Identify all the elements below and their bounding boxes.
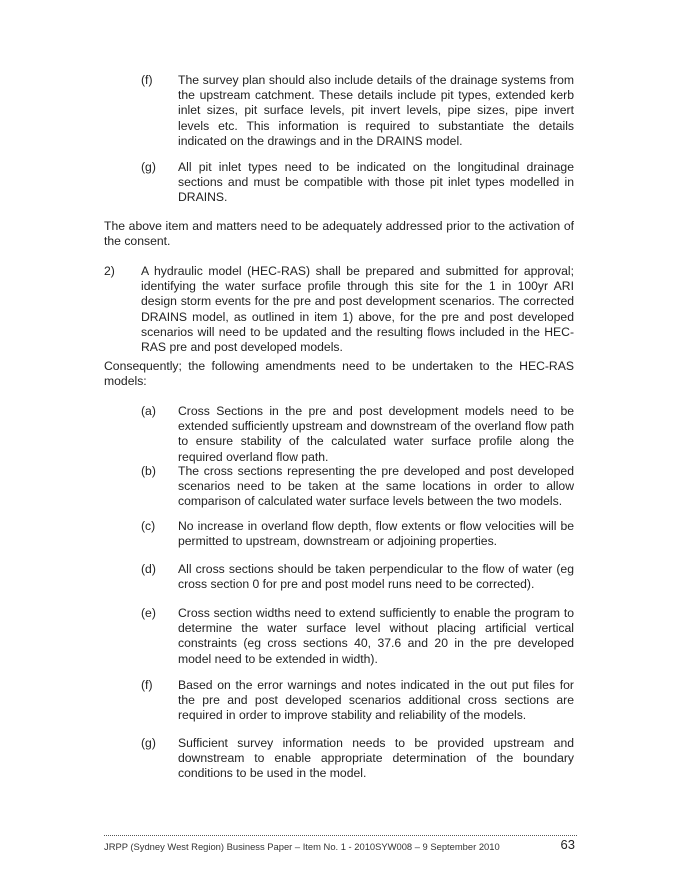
list-item-c <box>141 519 574 551</box>
list-item-f-errors <box>141 678 574 726</box>
footer-caption: JRPP (Sydney West Region) Business Paper – Item No. 1 - 2010SYW008 – 9 September 2010 <box>104 841 500 852</box>
item-label: (b) <box>141 464 156 478</box>
item-text: All pit inlet types need to be indicated on the longitudinal drainage sections and must be compatible with those pit inlet types modelled in DRAINS. <box>178 160 574 205</box>
item-label: (a) <box>141 404 156 418</box>
item-label: (c) <box>141 519 156 533</box>
list-item-e <box>141 606 574 668</box>
item-text: Cross section widths need to extend sufficiently to enable the program to determine the water surface level without placing artificial vertical constraints (eg cross sections 40, 37.6 and 20 in the pre developed model need to be extended in width). <box>178 606 574 666</box>
paragraph-consent: The above item and matters need to be adequately addressed prior to the activation of the consent. <box>104 219 574 249</box>
list-item-b <box>141 464 574 510</box>
item-text: Based on the error warnings and notes indicated in the out put files for the pre and post developed scenarios additional cross sections are required in order to improve stability and reliability of the models. <box>178 678 574 723</box>
list-item-g-pit-inlet <box>141 160 574 208</box>
list-item-d <box>141 562 574 594</box>
item-text: The survey plan should also include details of the drainage systems from the upstream catchment. These details include pit types, extended kerb inlet sizes, pit surface levels, pit invert levels, pipe sizes, pipe invert levels etc. This information is required to substantiate the details indicated on the drawings and in the DRAINS model. <box>178 73 574 148</box>
footer-divider <box>104 835 577 836</box>
item-label: (f) <box>141 73 153 87</box>
item-label: (g) <box>141 736 156 750</box>
item-text: Sufficient survey information needs to be provided upstream and downstream to enable appropriate determination of the boundary conditions to be used in the model. <box>178 736 574 781</box>
item-text: A hydraulic model (HEC-RAS) shall be prepared and submitted for approval; identifying the water surface profile through this site for the 1 in 100yr ARI design storm events for the pre and post development scenarios. The corrected DRAINS model, as outlined in item 1) above, for the pre and post developed scenarios will need to be updated and the resulting flows included in the HEC-RAS pre and post developed models. <box>141 264 574 355</box>
item-text: Cross Sections in the pre and post development models need to be extended sufficiently upstream and downstream of the overland flow path to ensure stability of the calculated water surface profile along the required overland flow path. <box>178 404 574 464</box>
item-text: All cross sections should be taken perpendicular to the flow of water (eg cross section 0 for pre and post model runs need to be corrected). <box>178 562 574 592</box>
item-label: (d) <box>141 562 156 576</box>
page-number: 63 <box>560 837 575 852</box>
item-text: The cross sections representing the pre developed and post developed scenarios need to be taken at the same locations in order to allow comparison of calculated water surface levels between the two models. <box>178 464 574 509</box>
list-item-g-survey-info <box>141 736 574 784</box>
paragraph-amendments: Consequently; the following amendments need to be undertaken to the HEC-RAS models: <box>104 359 574 389</box>
item-label: (g) <box>141 160 156 174</box>
item-number: 2) <box>104 264 115 278</box>
list-item-a <box>141 404 574 464</box>
list-item-f-survey <box>141 73 574 153</box>
item-label: (f) <box>141 678 153 692</box>
numbered-item-2 <box>104 264 574 355</box>
item-label: (e) <box>141 606 156 620</box>
item-text: No increase in overland flow depth, flow extents or flow velocities will be permitted to upstream, downstream or adjoining properties. <box>178 519 574 549</box>
